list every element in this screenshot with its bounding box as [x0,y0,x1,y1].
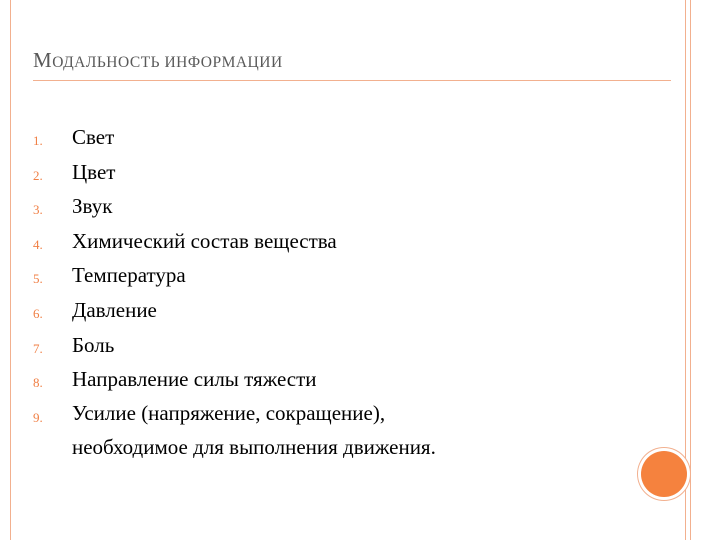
list-item-number: 8. [33,375,43,391]
decorative-circle [641,451,687,497]
list-item-text: Цвет [72,159,116,184]
list-item-text-line: необходимое для выполнения движения. [72,435,436,460]
slide-title-initial: М [33,48,53,72]
list-item-number: 7. [33,340,43,356]
list-item-number: 4. [33,236,43,252]
list-item-text: Давление [72,297,157,322]
right-border-line-outer [690,0,691,540]
list-item-number: 5. [33,271,43,287]
list-item-text: Боль [72,332,115,357]
list-item-text: Звук [72,194,113,219]
title-underline [33,80,671,81]
slide-title [33,48,283,73]
list-item-text: Свет [72,125,115,149]
list-item-number: 6. [33,305,43,321]
right-border-line-inner [685,0,686,540]
left-border-line [10,0,11,540]
list-item-text: Направление силы тяжести [72,367,317,392]
list-item-number: 3. [33,202,43,218]
list-item-text: Химический состав вещества [72,228,337,253]
list-item-number: 1. [33,133,43,148]
list-item-text [72,396,436,465]
list-item-number: 9. [33,409,43,425]
list-item-number: 2. [33,167,43,183]
list-item-text-line: Усилие (напряжение, сокращение), [72,400,386,425]
slide-title-rest: ОДАЛЬНОСТЬ ИНФОРМАЦИИ [52,54,283,71]
list-item-text: Температура [72,263,186,288]
